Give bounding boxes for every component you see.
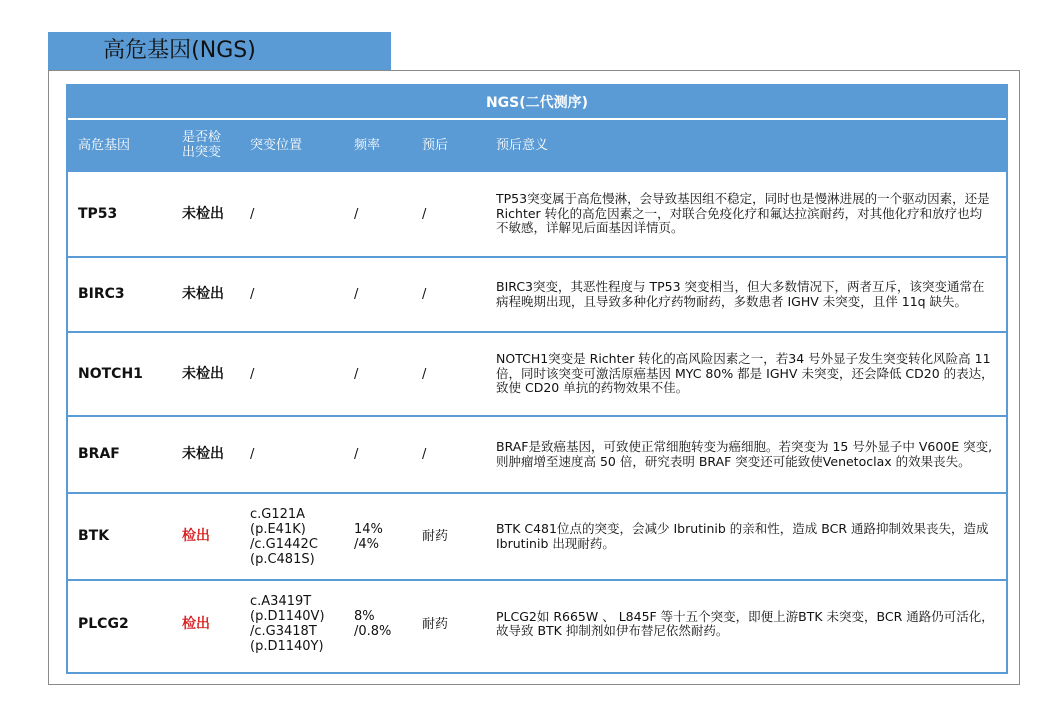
prognosis-cell: / xyxy=(412,332,486,416)
table-row xyxy=(68,416,1006,493)
header-frequency: 频率 xyxy=(344,119,412,171)
header-detected: 是否检出突变 xyxy=(172,119,240,171)
frequency-cell: 8% /0.8% xyxy=(344,580,412,667)
significance-cell: BIRC3突变，其恶性程度与 TP53 突变相当，但大多数情况下，两者互斥，该突变通常在病程晚期出现，且导致多种化疗药物耐药，多数患者 IGHV 未突变，且伴 11q 缺失。 xyxy=(486,257,1006,332)
significance-cell: BRAF是致癌基因，可致使正常细胞转变为癌细胞。若突变为 15 号外显子中 V600E 突变,则肿瘤增至速度高 50 倍，研究表明 BRAF 突变还可能致使Venetoclax 的效果丧失。 xyxy=(486,416,1006,493)
table-row xyxy=(68,257,1006,332)
gene-cell: BIRC3 xyxy=(68,257,172,332)
header-gene: 高危基因 xyxy=(68,119,172,171)
position-cell: / xyxy=(240,171,344,257)
table-header-row xyxy=(68,119,1006,171)
ngs-table-container xyxy=(66,84,1008,674)
detected-cell: 未检出 xyxy=(172,171,240,257)
significance-cell: TP53突变属于高危慢淋，会导致基因组不稳定，同时也是慢淋进展的一个驱动因素，还是Richter 转化的高危因素之一，对联合免疫化疗和氟达拉滨耐药，对其他化疗和放疗也均不敏感，详解见后面基因详情页。 xyxy=(486,171,1006,257)
ngs-table xyxy=(68,86,1006,667)
gene-cell: BTK xyxy=(68,493,172,580)
frequency-cell: / xyxy=(344,332,412,416)
section-title: 高危基因(NGS) xyxy=(103,38,256,63)
table-row xyxy=(68,580,1006,667)
header-position: 突变位置 xyxy=(240,119,344,171)
gene-cell: PLCG2 xyxy=(68,580,172,667)
detected-cell: 检出 xyxy=(172,580,240,667)
prognosis-cell: / xyxy=(412,257,486,332)
frequency-cell: / xyxy=(344,171,412,257)
position-cell: / xyxy=(240,332,344,416)
table-title: NGS(二代测序) xyxy=(68,86,1006,119)
significance-cell: BTK C481位点的突变，会减少 Ibrutinib 的亲和性，造成 BCR 通路抑制效果丧失，造成Ibrutinib 出现耐药。 xyxy=(486,493,1006,580)
gene-cell: TP53 xyxy=(68,171,172,257)
position-cell: / xyxy=(240,416,344,493)
header-significance: 预后意义 xyxy=(486,119,1006,171)
prognosis-cell: / xyxy=(412,171,486,257)
position-cell: / xyxy=(240,257,344,332)
header-prognosis: 预后 xyxy=(412,119,486,171)
table-title-row xyxy=(68,86,1006,119)
detected-cell: 未检出 xyxy=(172,257,240,332)
significance-cell: PLCG2如 R665W 、 L845F 等十五个突变，即便上游BTK 未突变，BCR 通路仍可活化，故导致 BTK 抑制剂如伊布替尼依然耐药。 xyxy=(486,580,1006,667)
gene-cell: BRAF xyxy=(68,416,172,493)
detected-cell: 检出 xyxy=(172,493,240,580)
detected-cell: 未检出 xyxy=(172,332,240,416)
frequency-cell: 14% /4% xyxy=(344,493,412,580)
table-row xyxy=(68,493,1006,580)
table-row xyxy=(68,332,1006,416)
significance-cell: NOTCH1突变是 Richter 转化的高风险因素之一，若34 号外显子发生突变转化风险高 11倍，同时该突变可激活原癌基因 MYC 80% 都是 IGHV 未突变，还会降低 CD20 的表达，致使 CD20 单抗的药物效果不佳。 xyxy=(486,332,1006,416)
gene-cell: NOTCH1 xyxy=(68,332,172,416)
section-tab xyxy=(48,32,391,70)
prognosis-cell: / xyxy=(412,416,486,493)
prognosis-cell: 耐药 xyxy=(412,580,486,667)
prognosis-cell: 耐药 xyxy=(412,493,486,580)
frequency-cell: / xyxy=(344,416,412,493)
frequency-cell: / xyxy=(344,257,412,332)
position-cell: c.G121A (p.E41K) /c.G1442C (p.C481S) xyxy=(240,493,344,580)
table-row xyxy=(68,171,1006,257)
detected-cell: 未检出 xyxy=(172,416,240,493)
position-cell: c.A3419T (p.D1140V) /c.G3418T (p.D1140Y) xyxy=(240,580,344,667)
